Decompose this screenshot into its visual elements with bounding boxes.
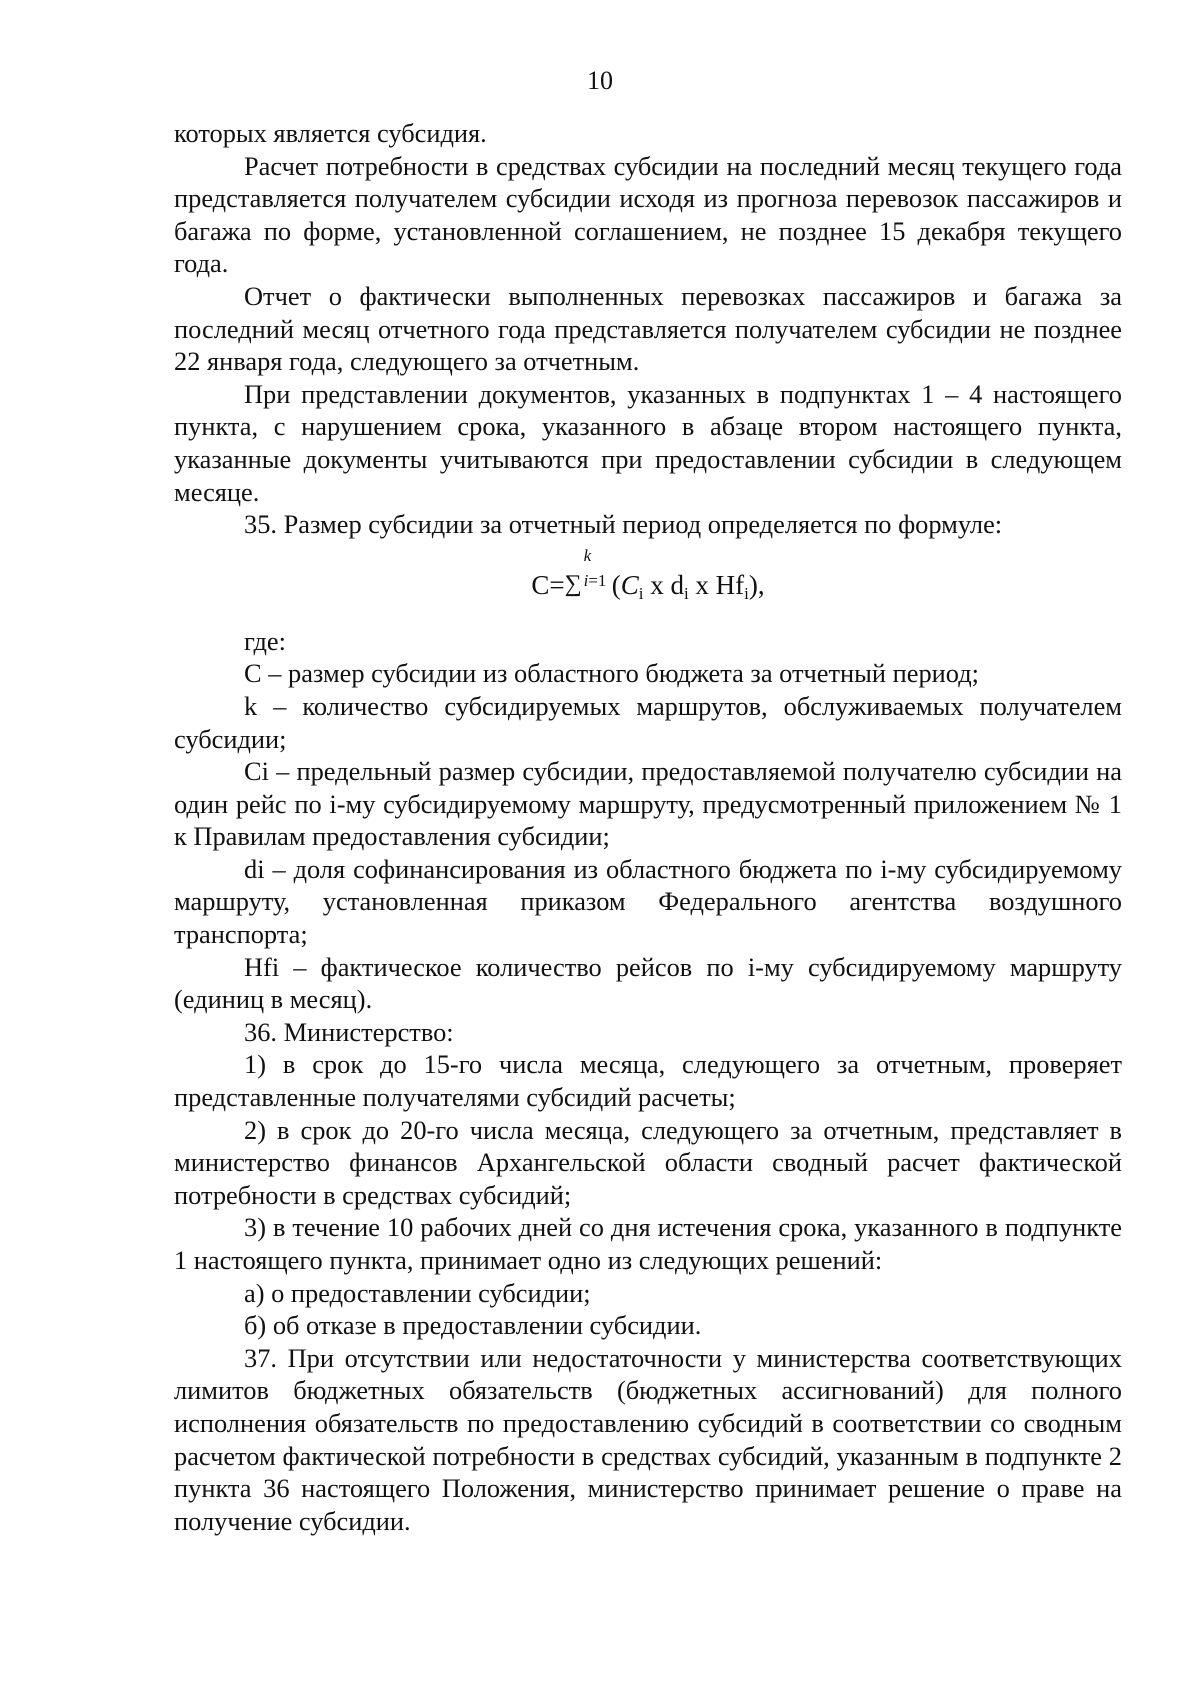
formula-d-index: i [683, 583, 689, 603]
paragraph: 35. Размер субсидии за отчетный период определяется по формуле: [244, 509, 1003, 540]
sum-lower-limit [584, 572, 607, 590]
sum-upper-limit: k [583, 545, 592, 565]
formula-times-d: x d [643, 569, 684, 600]
paragraph: 1) в срок до 15-го числа месяца, следующего за отчетным, проверяет представленные получателями субсидий расчеты; [174, 1049, 1122, 1113]
paragraph: 2) в срок до 20-го числа месяца, следующего за отчетным, представляет в министерство финансов Архангельской области сводный расчет фактической потребности в средствах субсидий; [174, 1114, 1122, 1210]
paragraph: 36. Министерство: [244, 1016, 454, 1047]
paragraph: Расчет потребности в средствах субсидии на последний месяц текущего года представляется получателем субсидии исходя из прогноза перевозок пассажиров и багажа по форме, установленной соглашением, не позднее 15 декабря текущего года. [174, 150, 1122, 279]
formula-times-hf: x Hf [688, 569, 745, 600]
sum-lower-rest: =1 [588, 570, 607, 590]
paragraph: di – доля софинансирования из областного бюджета по i-му субсидируемому маршруту, установленная приказом Федерального агентства воздушного транспорта; [174, 853, 1122, 950]
paragraph: которых является субсидия. [174, 118, 487, 148]
subsidy-formula [174, 545, 1122, 611]
paragraph: Hfi – фактическое количество рейсов по i-му субсидируемому маршруту (единиц в месяц). [174, 951, 1122, 1015]
formula-c-var: C [620, 569, 639, 600]
formula-hf-index: i [744, 583, 749, 603]
paragraph: Отчет о фактически выполненных перевозках пассажиров и багажа за последний месяц отчетного года представляется получателем субсидии не позднее 22 января года, следующего за отчетным. [174, 280, 1122, 377]
paragraph: 3) в течение 10 рабочих дней со дня истечения срока, указанного в подпункте 1 настоящего пункта, принимает одно из следующих решений: [174, 1212, 1122, 1275]
formula-c-index: i [638, 583, 644, 603]
sum-lower-var: i [583, 570, 589, 590]
formula-close-paren: ), [748, 569, 765, 600]
formula-lhs: С= [531, 569, 565, 600]
paragraphs-before-formula [174, 117, 1122, 541]
paragraph: где: [244, 625, 286, 656]
paragraph: 37. При отсутствии или недостаточности у министерства соответствующих лимитов бюджетных обязательств (бюджетных ассигнований) для полного исполнения обязательств по предоставлению субсидий в соответствии со сводным расчетом фактической потребности в средствах субсидий, указанным в подпункте 2 пункта 36 настоящего Положения, министерство принимает решение о праве на получение субсидии. [174, 1342, 1122, 1536]
page-number: 10 [587, 66, 613, 95]
paragraphs-after-formula [174, 625, 1122, 1538]
paragraph: Сi – предельный размер субсидии, предоставляемой получателю субсидии на один рейс по i-му субсидируемому маршруту, предусмотренный приложением № 1 к Правилам предоставления субсидии; [174, 756, 1122, 852]
paragraph: С – размер субсидии из областного бюджета за отчетный период; [244, 658, 979, 689]
paragraph: k – количество субсидируемых маршрутов, обслуживаемых получателем субсидии; [174, 690, 1122, 754]
paragraph: а) о предоставлении субсидии; [244, 1277, 591, 1308]
formula-open-paren: ( [611, 569, 621, 600]
sum-symbol: ∑ [564, 570, 582, 597]
paragraph: При представлении документов, указанных в подпунктах 1 – 4 настоящего пункта, с нарушением срока, указанного в абзаце втором настоящего пункта, указанные документы учитываются при предоставлении субсидии в следующем месяце. [174, 378, 1122, 507]
formula-sum [564, 545, 612, 613]
document-body [174, 117, 1122, 1537]
paragraph: б) об отказе в предоставлении субсидии. [244, 1310, 702, 1341]
